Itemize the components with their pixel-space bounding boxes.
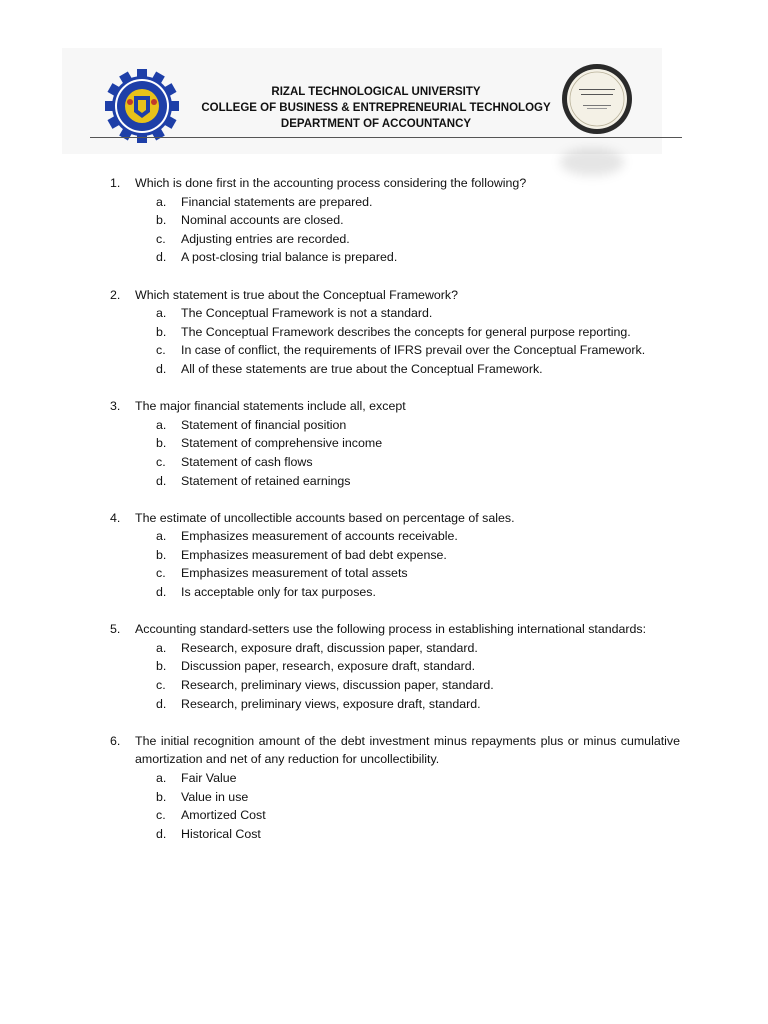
question-text: The initial recognition amount of the debt investment minus repayments plus or minus cumulative amortization and net of any reduction for uncollectibility.: [135, 733, 680, 767]
question-text: Accounting standard-setters use the following process in establishing international standards:: [135, 622, 647, 637]
option-letter: b.: [156, 213, 167, 228]
question-5: [110, 620, 680, 713]
option-letter: b.: [156, 324, 167, 339]
option-text: Emphasizes measurement of bad debt expense.: [181, 547, 447, 562]
option-text: All of these statements are true about the Conceptual Framework.: [181, 361, 543, 376]
university-seal-logo: [104, 68, 180, 144]
option-text: Statement of cash flows: [181, 454, 313, 469]
answer-option: [110, 583, 680, 602]
option-letter: b.: [156, 789, 167, 804]
answer-options: [110, 416, 680, 490]
answer-option: [110, 806, 680, 825]
question-stem: [110, 286, 680, 305]
option-text: Nominal accounts are closed.: [181, 213, 344, 228]
option-text: Fair Value: [181, 771, 237, 785]
answer-option: [110, 564, 680, 583]
option-letter: b.: [156, 659, 167, 674]
answer-options: [110, 304, 680, 378]
question-2: [110, 286, 680, 379]
answer-option: [110, 416, 680, 435]
option-letter: a.: [156, 417, 167, 432]
option-text: Research, exposure draft, discussion paper, standard.: [181, 640, 478, 655]
university-name: RIZAL TECHNOLOGICAL UNIVERSITY: [271, 86, 481, 98]
option-letter: a.: [156, 306, 167, 321]
question-number: 6.: [110, 733, 121, 748]
answer-options: [110, 527, 680, 601]
question-stem: [110, 397, 680, 416]
option-letter: d.: [156, 696, 167, 711]
answer-option: [110, 825, 680, 844]
question-stem: [110, 174, 680, 193]
answer-option: [110, 676, 680, 695]
question-text: Which is done first in the accounting process considering the following?: [135, 176, 527, 190]
option-letter: a.: [156, 771, 167, 785]
option-letter: a.: [156, 529, 167, 544]
answer-option: [110, 769, 680, 788]
question-4: [110, 509, 680, 602]
option-letter: d.: [156, 250, 167, 265]
option-text: Historical Cost: [181, 826, 261, 841]
option-letter: d.: [156, 473, 167, 488]
option-text: Financial statements are prepared.: [181, 194, 373, 209]
option-letter: c.: [156, 566, 166, 581]
option-text: Emphasizes measurement of accounts receivable.: [181, 529, 458, 544]
answer-option: [110, 248, 680, 267]
answer-option: [110, 230, 680, 249]
question-number: 3.: [110, 399, 121, 414]
answer-option: [110, 341, 680, 360]
option-letter: c.: [156, 454, 166, 469]
header-divider: [90, 137, 682, 138]
answer-option: [110, 193, 680, 212]
option-letter: d.: [156, 585, 167, 600]
scan-shadow: [560, 148, 624, 176]
accountancy-department-logo: [559, 61, 635, 137]
question-number: 5.: [110, 622, 121, 637]
option-text: Emphasizes measurement of total assets: [181, 566, 408, 581]
answer-option: [110, 453, 680, 472]
option-text: The Conceptual Framework is not a standard.: [181, 306, 433, 321]
question-text: The estimate of uncollectible accounts based on percentage of sales.: [135, 510, 515, 525]
option-text: Amortized Cost: [181, 808, 266, 823]
question-text: Which statement is true about the Conceptual Framework?: [135, 287, 458, 302]
answer-option: [110, 211, 680, 230]
option-letter: a.: [156, 640, 167, 655]
option-letter: b.: [156, 547, 167, 562]
option-text: Research, preliminary views, discussion paper, standard.: [181, 678, 494, 693]
answer-option: [110, 472, 680, 491]
question-list: [110, 174, 680, 862]
question-number: 2.: [110, 287, 121, 302]
header-titles: [186, 84, 566, 132]
option-text: The Conceptual Framework describes the concepts for general purpose reporting.: [181, 324, 631, 339]
option-letter: d.: [156, 826, 167, 841]
option-text: Is acceptable only for tax purposes.: [181, 585, 376, 600]
answer-option: [110, 695, 680, 714]
question-number: 1.: [110, 176, 121, 190]
question-3: [110, 397, 680, 490]
option-letter: b.: [156, 436, 167, 451]
answer-option: [110, 788, 680, 807]
option-text: Statement of retained earnings: [181, 473, 351, 488]
question-text: The major financial statements include all, except: [135, 399, 406, 414]
option-text: In case of conflict, the requirements of IFRS prevail over the Conceptual Framework.: [181, 343, 646, 358]
option-letter: d.: [156, 361, 167, 376]
college-name: COLLEGE OF BUSINESS & ENTREPRENEURIAL TECHNOLOGY: [201, 102, 551, 114]
option-letter: a.: [156, 194, 167, 209]
answer-option: [110, 657, 680, 676]
department-name: DEPARTMENT OF ACCOUNTANCY: [280, 118, 472, 130]
option-letter: c.: [156, 343, 166, 358]
question-6: [110, 732, 680, 844]
option-letter: c.: [156, 231, 166, 246]
answer-option: [110, 434, 680, 453]
option-text: Value in use: [181, 789, 249, 804]
answer-option: [110, 360, 680, 379]
option-letter: c.: [156, 678, 166, 693]
answer-option: [110, 546, 680, 565]
answer-options: [110, 639, 680, 713]
question-stem: [110, 732, 680, 769]
question-number: 4.: [110, 510, 121, 525]
question-stem: [110, 620, 680, 639]
answer-option: [110, 639, 680, 658]
option-text: Statement of comprehensive income: [181, 436, 383, 451]
answer-options: [110, 769, 680, 843]
question-stem: [110, 509, 680, 528]
option-text: Adjusting entries are recorded.: [181, 231, 350, 246]
option-text: Research, preliminary views, exposure draft, standard.: [181, 696, 481, 711]
option-text: Statement of financial position: [181, 417, 347, 432]
option-letter: c.: [156, 808, 166, 823]
option-text: Discussion paper, research, exposure draft, standard.: [181, 659, 476, 674]
question-1: [110, 174, 680, 267]
answer-option: [110, 304, 680, 323]
option-text: A post-closing trial balance is prepared.: [181, 250, 398, 265]
answer-option: [110, 527, 680, 546]
answer-options: [110, 193, 680, 267]
answer-option: [110, 323, 680, 342]
